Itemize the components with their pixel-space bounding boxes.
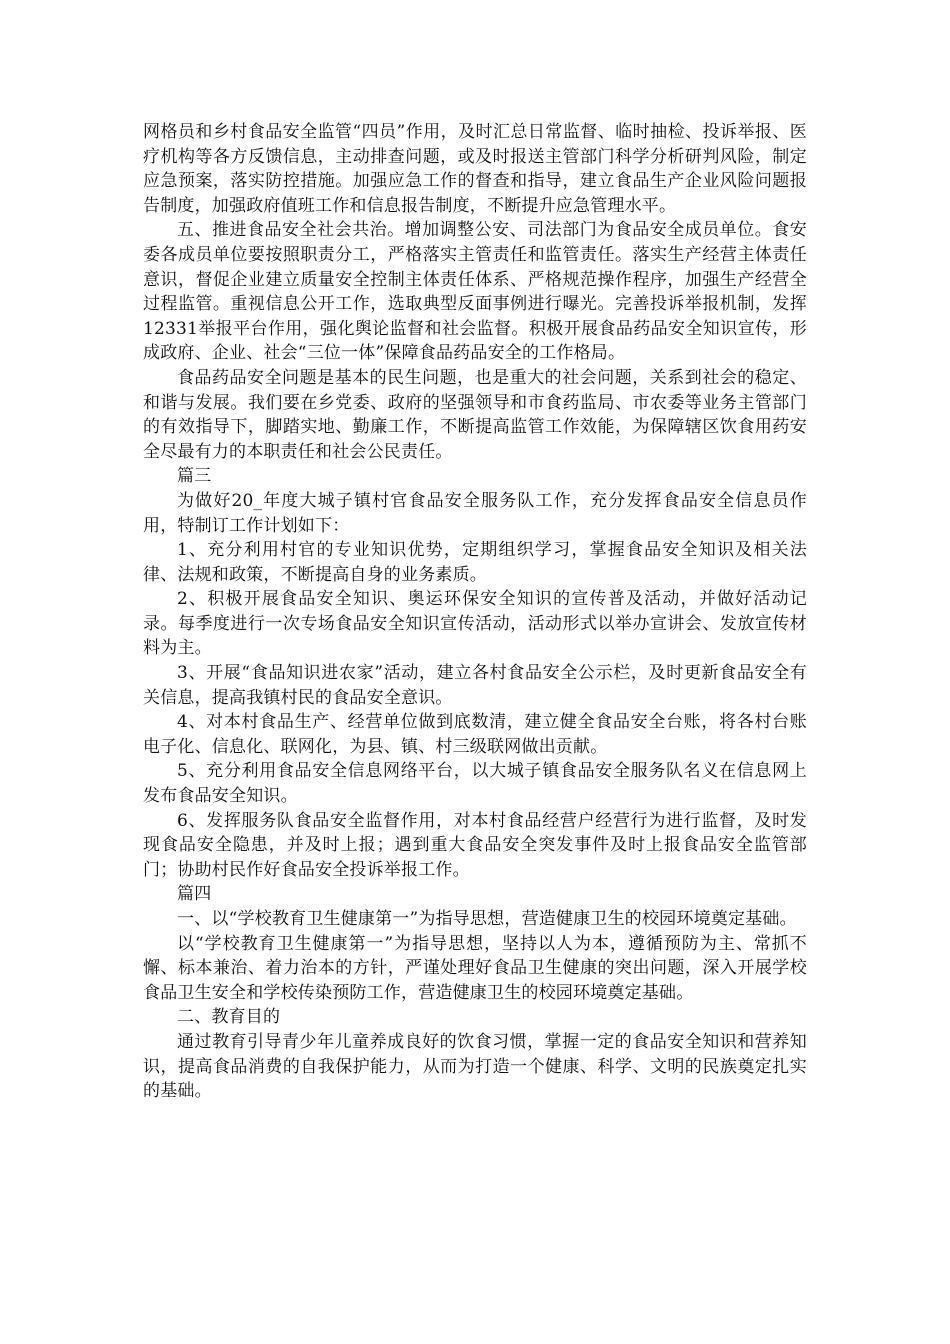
paragraph: 网格员和乡村食品安全监管“四员”作用，及时汇总日常监督、临时抽检、投诉举报、医疗机构等各方反馈信息，主动排查问题，或及时报送主管部门科学分析研判风险，制定应急预案，落实防控措施。加强应急工作的督查和指导，建立食品生产企业风险问题报告制度，加强政府值班工作和信息报告制度，不断提升应急管理水平。 bbox=[143, 122, 807, 216]
paragraph: 五、推进食品安全社会共治。增加调整公安、司法部门为食品安全成员单位。食安委各成员单位要按照职责分工，严格落实主管责任和监管责任。落实生产经营主体责任意识，督促企业建立质量安全控制主体责任体系、严格规范操作程序，加强生产经营全过程监管。重视信息公开工作，选取典型反面事例进行曝光。完善投诉举报机制，发挥12331举报平台作用，强化舆论监督和社会监督。积极开展食品药品安全知识宣传，形成政府、企业、社会“三位一体”保障食品药品安全的工作格局。 bbox=[143, 220, 807, 364]
section-heading: 篇四 bbox=[177, 884, 212, 905]
list-item: 4、对本村食品生产、经营单位做到底数清，建立健全食品安全台账，将各村台账电子化、信息化、联网化，为县、镇、村三级联网做出贡献。 bbox=[143, 712, 807, 757]
paragraph: 食品药品安全问题是基本的民生问题，也是重大的社会问题，关系到社会的稳定、和谐与发展。我们要在乡党委、政府的坚强领导和市食药监局、市农委等业务主管部门的有效指导下，脚踏实地、勤廉工作，不断提高监管工作效能，为保障辖区饮食用药安全尽最有力的本职责任和社会公民责任。 bbox=[143, 367, 807, 462]
document-page bbox=[143, 120, 807, 1104]
paragraph: 一、以“学校教育卫生健康第一”为指导思想，营造健康卫生的校园环境奠定基础。 bbox=[177, 909, 797, 929]
list-item: 6、发挥服务队食品安全监督作用，对本村食品经营户经营行为进行监督，及时发现食品安全隐患，并及时上报；遇到重大食品安全突发事件及时上报食品安全监管部门；协助村民作好食品安全投诉举报工作。 bbox=[143, 810, 807, 880]
list-item: 3、开展“食品知识进农家”活动，建立各村食品安全公示栏，及时更新食品安全有关信息，提高我镇村民的食品安全意识。 bbox=[143, 663, 807, 708]
list-item: 2、积极开展食品安全知识、奥运环保安全知识的宣传普及活动，并做好活动记录。每季度进行一次专场食品安全知识宣传活动，活动形式以举办宣讲会、发放宣传材料为主。 bbox=[143, 589, 807, 659]
list-item: 5、充分利用食品安全信息网络平台，以大城子镇食品安全服务队名义在信息网上发布食品安全知识。 bbox=[143, 761, 807, 807]
paragraph: 以“学校教育卫生健康第一”为指导思想，坚持以人为本，遵循预防为主、常抓不懈、标本兼治、着力治本的方针，严谨处理好食品卫生健康的突出问题，深入开展学校食品卫生安全和学校传染预防工作，营造健康卫生的校园环境奠定基础。 bbox=[143, 933, 807, 1003]
sub-heading: 二、教育目的 bbox=[177, 1007, 281, 1028]
paragraph: 通过教育引导青少年儿童养成良好的饮食习惯，掌握一定的食品安全知识和营养知识，提高食品消费的自我保护能力，从而为打造一个健康、科学、文明的民族奠定扎实的基础。 bbox=[143, 1031, 807, 1102]
paragraph: 为做好20_年度大城子镇村官食品安全服务队工作，充分发挥食品安全信息员作用，特制订工作计划如下： bbox=[143, 490, 807, 536]
section-heading: 篇三 bbox=[177, 466, 212, 487]
list-item: 1、充分利用村官的专业知识优势，定期组织学习，掌握食品安全知识及相关法律、法规和政策，不断提高自身的业务素质。 bbox=[143, 540, 807, 585]
